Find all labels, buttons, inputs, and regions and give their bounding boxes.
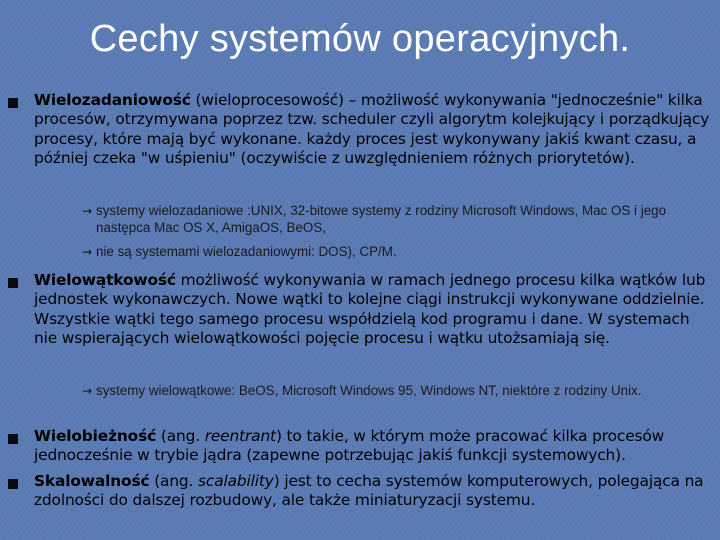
term-reentrancy: Wielobieżność <box>34 427 157 445</box>
bullet-icon <box>8 479 18 489</box>
bullet-icon <box>8 434 18 444</box>
slide-title: Cechy systemów operacyjnych. <box>89 18 631 60</box>
paragraph-text: możliwość wykonywania w ramach jednego procesu kilka wątków lub jednostek wykonawczych. Nowe wątki to kolejne ciągi instrukcji wykonywane oddzielnie. Wszystkie wątki tego samego procesu współdzielą kod programu i dane. W systemach nie wspierających wielowątkowości pojęcie procesu i wątku utożsamiają się. <box>34 271 706 347</box>
sub-item-multitasking-2: nie są systemami wielozadaniowymi: DOS), CP/M. <box>96 244 397 259</box>
term-multithreading: Wielowątkowość <box>34 271 176 289</box>
paragraph-multithreading <box>34 271 714 348</box>
term-english: reentrant <box>204 427 276 445</box>
paragraph-text: ) to takie, w którym może pracować kilka procesów jednocześnie w trybie jądra (zapewne potrzebując jakiś funkcji systemowych). <box>34 427 665 465</box>
arrow-icon: → <box>82 204 93 218</box>
paragraph-reentrancy <box>34 427 714 466</box>
term-english: scalability <box>198 472 274 490</box>
bullet-icon <box>8 98 18 108</box>
paragraph-text: (wieloprocesowość) – możliwość wykonywania "jednocześnie" kilka procesów, otrzymywana poprzez tzw. scheduler czyli algorytm kolejkujący i porządkujący procesy, które mają być wykonane. każdy proces jest wykonywany jakiś kwant czasu, a później czeka "w uśpieniu" (oczywiście z uwzględnieniem różnych priorytetów). <box>34 91 710 167</box>
term-scalability: Skalowalność <box>34 472 150 490</box>
bullet-icon <box>8 278 18 288</box>
term-multitasking: Wielozadaniowość <box>34 91 191 109</box>
paragraph-multitasking <box>34 91 714 168</box>
arrow-icon: → <box>82 384 93 398</box>
paragraph-scalability <box>34 472 714 511</box>
paragraph-text: (ang. <box>156 427 205 445</box>
paragraph-text: ) jest to cecha systemów komputerowych, polegająca na zdolności do dalszej rozbudowy, ale także miniaturyzacji systemu. <box>34 472 704 510</box>
arrow-icon: → <box>82 245 93 259</box>
paragraph-text: (ang. <box>149 472 199 490</box>
sub-item-multitasking-1: systemy wielozadaniowe :UNIX, 32-bitowe systemy z rodziny Microsoft Windows, Mac OS i jego następca Mac OS X, AmigaOS, BeOS, <box>96 203 667 235</box>
sub-item-multithreading-1: systemy wielowątkowe: BeOS, Microsoft Windows 95, Windows NT, niektóre z rodziny Unix. <box>96 383 642 398</box>
